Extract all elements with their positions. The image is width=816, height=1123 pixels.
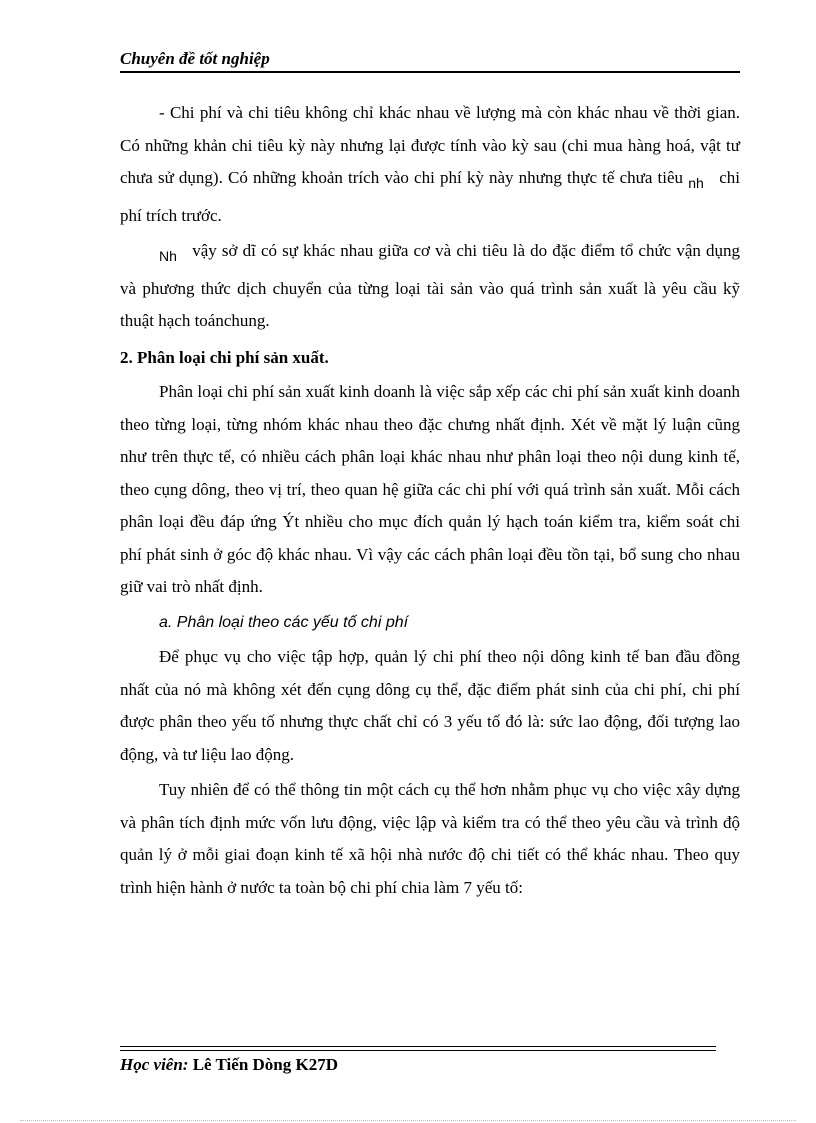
paragraph-4: Để phục vụ cho việc tập hợp, quản lý chi phí theo nội dông kinh tế ban đầu đồng nhất của nó mà không xét đến cụng dông cụ thể, đặc điểm phát sinh của chi phí, chi phí được phân theo yếu tố nhưng thực chất chỉ có 3 yếu tố đó là: sức lao động, đối tượng lao động, và tư liệu lao động.	[120, 647, 740, 764]
paragraph-2-text: vậy sở dĩ có sự khác nhau giữa cơ và chi tiêu là do đặc điểm tổ chức vận dụng và phương thức dịch chuyển của từng loại tài sản vào quá trình sản xuất là yêu cầu kỹ thuật hạch toánchung.	[120, 241, 741, 330]
footer-rule-bottom	[120, 1050, 716, 1051]
footer-student-name: Lê Tiến Dòng K27D	[192, 1055, 339, 1074]
document-body	[120, 97, 740, 904]
page-footer	[120, 1055, 338, 1075]
paragraph-1	[120, 97, 740, 232]
subsection-a-heading: a. Phân loại theo các yếu tố chi phí	[159, 613, 409, 631]
paragraph-1-text: - Chi phí và chi tiêu không chỉ khác nhau về lượng mà còn khác nhau về thời gian. Có những khản chi tiêu kỳ này nhưng lại được tính vào kỳ sau (chi mua hàng hoá, vật tư chưa sử dụng). Có những khoản trích vào chi phí kỳ này nhưng thực tế chưa tiêu	[120, 103, 740, 187]
paragraph-2-lead: Nh	[159, 248, 177, 264]
paragraph-5: Tuy nhiên để có thể thông tin một cách cụ thể hơn nhằm phục vụ cho việc xây dựng và phân tích định mức vốn lưu động, việc lập và kiểm tra có thể theo yêu cầu và trình độ quản lý ở mỗi giai đoạn kinh tế xã hội nhà nước độ chi tiết có thể khác nhau. Theo quy trình hiện hành ở nước ta toàn bộ chi phí chia làm 7 yếu tố:	[120, 780, 740, 897]
page-header-title: Chuyên đề tốt nghiệp	[120, 49, 270, 68]
paragraph-1-subscript: nh	[688, 175, 704, 191]
page-edge	[20, 1120, 796, 1121]
paragraph-3: Phân loại chi phí sản xuất kinh doanh là việc sắp xếp các chi phí sản xuất kinh doanh theo từng loại, từng nhóm khác nhau theo đặc chưng nhất định. Xét về mặt lý luận cũng như trên thực tế, có nhiều cách phân loại khác nhau như phân loại theo nội dung kinh tế, theo cụng dông, theo vị trí, theo quan hệ giữa các chi phí với quá trình sản xuất. Mỗi cách phân loại đều đáp ứng Ýt nhiều cho mục đích quản lý hạch toán kiểm tra, kiểm soát chi phí phát sinh ở góc độ khác nhau. Vì vậy các cách phân loại đều tồn tại, bổ sung cho nhau giữ vai trò nhất định.	[120, 382, 740, 596]
footer-rule-top	[120, 1046, 716, 1047]
header-rule	[120, 71, 740, 73]
paragraph-2	[120, 235, 740, 338]
footer-label: Học viên:	[120, 1055, 189, 1074]
section-2-heading: 2. Phân loại chi phí sản xuất.	[120, 347, 329, 367]
paragraph-1-tail: chi phí trích trước.	[120, 168, 741, 225]
